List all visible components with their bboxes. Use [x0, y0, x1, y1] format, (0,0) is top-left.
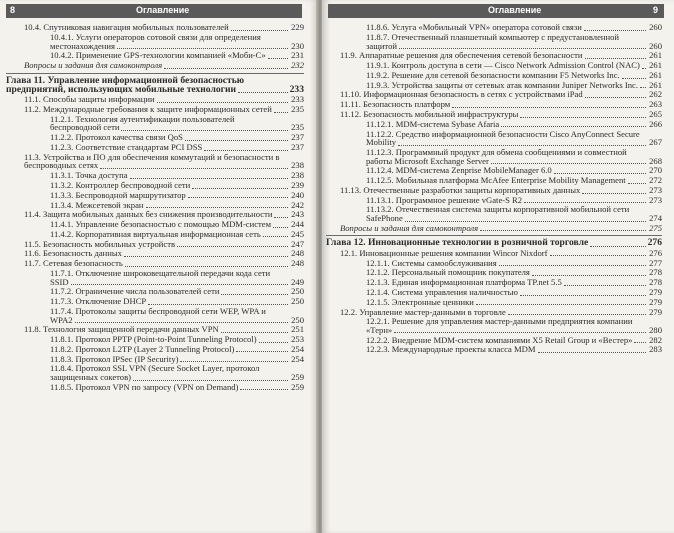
- toc-entry[interactable]: [50, 191, 304, 200]
- toc-page-number: 235: [291, 122, 304, 133]
- toc-page-number: 233: [291, 94, 304, 105]
- toc-page-number: 243: [291, 209, 304, 220]
- toc-entry[interactable]: [50, 364, 304, 381]
- toc-page-number: 233: [289, 83, 304, 95]
- toc-entry[interactable]: [366, 166, 662, 175]
- toc-page-number: 251: [291, 324, 304, 335]
- dot-leader: [100, 168, 288, 169]
- toc-entry-title: 11.12.3. Программный продукт для обмена сообщениями и совместной работы Microsoft Exchange Server: [366, 146, 627, 166]
- dot-leader: [188, 197, 288, 198]
- toc-entry-title: 11.13. Отечественные разработки защиты корпоративных данных: [340, 184, 581, 195]
- toc-entry[interactable]: [50, 115, 304, 132]
- toc-chapter[interactable]: [326, 238, 662, 247]
- toc-page-number: 273: [649, 184, 662, 195]
- toc-entry-title: 12.2.1. Решение для управления мастер-данными предприятия компании «Терн»: [366, 316, 633, 335]
- dot-leader: [585, 58, 646, 59]
- left-page: [0, 0, 318, 533]
- toc-entry-title: 11.8.3. Протокол IPSec (IP Security): [50, 353, 179, 364]
- toc-page-number: 248: [291, 258, 304, 269]
- toc-entry[interactable]: [366, 176, 662, 185]
- dot-leader: [268, 58, 288, 59]
- dot-leader: [520, 295, 646, 296]
- toc-page-number: 254: [291, 353, 304, 364]
- toc-page-number: 253: [291, 334, 304, 345]
- toc-entry[interactable]: [50, 171, 304, 180]
- toc-page-number: 261: [649, 60, 662, 71]
- toc-page-number: 275: [649, 222, 662, 233]
- toc-entry-title: 11.8.4. Протокол SSL VPN (Secure Socket Layer, протокол защищенных сокетов): [50, 363, 260, 383]
- toc-page-number: 278: [649, 267, 662, 278]
- toc-entry-title: 12.1.1. Системы самообслуживания: [366, 257, 497, 268]
- toc-entry-title: 11.1. Способы защиты информации: [24, 94, 155, 105]
- toc-entry-title: Вопросы и задания для самоконтроля: [340, 222, 479, 233]
- dot-leader: [499, 265, 646, 266]
- dot-leader: [622, 78, 646, 79]
- dot-leader: [554, 173, 646, 174]
- dot-leader: [157, 102, 288, 103]
- toc-page-number: 278: [649, 277, 662, 288]
- dot-leader: [405, 221, 646, 222]
- dot-leader: [273, 227, 288, 228]
- dot-leader: [263, 236, 288, 237]
- toc-page-number: 245: [291, 228, 304, 239]
- toc-entry[interactable]: [366, 278, 662, 287]
- dot-leader: [221, 332, 288, 333]
- toc-entry-title: 11.7.2. Ограничение числа пользователей сети: [50, 286, 220, 297]
- toc-page-number: 235: [291, 104, 304, 115]
- toc-page-number: 280: [649, 324, 662, 335]
- toc-entry-title: 11.7.4. Протоколы защиты беспроводной сети WEP, WPA и WPA2: [50, 305, 266, 325]
- dot-leader: [71, 284, 288, 285]
- toc-entry[interactable]: [24, 23, 304, 32]
- dot-leader: [192, 188, 288, 189]
- dot-leader: [121, 130, 288, 131]
- dot-leader: [180, 361, 288, 362]
- toc-entry[interactable]: [50, 269, 304, 286]
- right-toc: [322, 22, 674, 354]
- toc-page-number: 248: [291, 248, 304, 259]
- right-page-title: Оглавление: [488, 5, 542, 15]
- dot-leader: [124, 256, 288, 257]
- toc-entry[interactable]: [366, 317, 662, 334]
- toc-page-number: 250: [291, 286, 304, 297]
- toc-entry-title: 11.7.1. Отключение широковещательной передачи кода сети SSID: [50, 268, 271, 287]
- toc-entry-title: 11.6. Безопасность данных: [24, 248, 122, 259]
- toc-entry[interactable]: [366, 196, 662, 205]
- toc-page-number: 238: [291, 160, 304, 171]
- toc-entry[interactable]: [366, 268, 662, 277]
- toc-entry-title: 11.8.5. Протокол VPN по запросу (VPN on Demand): [50, 381, 239, 392]
- right-page: [322, 0, 674, 533]
- toc-entry-title: 12.1. Инновационные решения компании Wincor Nixdorf: [340, 247, 548, 258]
- toc-entry[interactable]: [50, 307, 304, 324]
- toc-entry[interactable]: [340, 249, 662, 258]
- toc-entry-title: 12.1.3. Единая информационная платформа TP.net 5.5: [366, 277, 562, 288]
- right-page-number: 9: [652, 5, 658, 15]
- toc-page-number: 259: [291, 381, 304, 392]
- dot-leader: [538, 352, 646, 353]
- chapter-divider: [6, 73, 304, 74]
- toc-entry[interactable]: [50, 143, 304, 152]
- toc-entry[interactable]: [366, 336, 662, 345]
- toc-entry-title: 11.11. Безопасность платформ: [340, 99, 451, 110]
- toc-entry[interactable]: [50, 33, 304, 50]
- toc-page-number: 230: [291, 40, 304, 51]
- dot-leader: [133, 380, 288, 381]
- toc-entry[interactable]: [366, 81, 662, 90]
- toc-entry[interactable]: [50, 230, 304, 239]
- toc-entry-title: 11.7.3. Отключение DHCP: [50, 296, 147, 307]
- toc-page-number: 260: [649, 40, 662, 51]
- toc-page-number: 238: [291, 170, 304, 181]
- toc-entry[interactable]: [24, 61, 304, 70]
- toc-entry-title: 11.4. Защита мобильных данных без снижения производительности: [24, 209, 273, 220]
- toc-entry[interactable]: [24, 259, 304, 268]
- toc-page-number: 265: [649, 109, 662, 120]
- dot-leader: [236, 351, 288, 352]
- toc-entry[interactable]: [366, 71, 662, 80]
- toc-entry-title: 12.1.2. Персональный помощник покупателя: [366, 267, 530, 278]
- toc-page-number: 240: [291, 189, 304, 200]
- toc-page-number: 239: [291, 179, 304, 190]
- toc-entry-title: 11.3.2. Контроллер беспроводной сети: [50, 179, 191, 190]
- toc-page-number: 242: [291, 199, 304, 210]
- toc-entry[interactable]: [50, 355, 304, 364]
- toc-entry-title: Глава 12. Инновационные технологии в розничной торговле: [326, 237, 589, 249]
- toc-page-number: 259: [291, 372, 304, 383]
- toc-entry[interactable]: [50, 383, 304, 392]
- toc-page-number: 282: [649, 334, 662, 345]
- toc-page-number: 232: [291, 60, 304, 71]
- dot-leader: [398, 145, 646, 146]
- toc-entry[interactable]: [340, 110, 662, 119]
- toc-entry-title: 11.8.2. Протокол L2TP (Layer 2 Tunneling Protocol): [50, 343, 235, 354]
- toc-entry-title: 11.8. Технология защищенной передачи данных VPN: [24, 324, 219, 335]
- toc-entry-title: 12.1.5. Электронные ценники: [366, 296, 474, 307]
- toc-page-number: 254: [291, 343, 304, 354]
- toc-entry[interactable]: [340, 308, 662, 317]
- toc-page-number: 260: [649, 22, 662, 33]
- dot-leader: [532, 275, 646, 276]
- dot-leader: [585, 97, 646, 98]
- toc-entry-title: 11.3.4. Межсетевой экран: [50, 199, 144, 210]
- toc-entry[interactable]: [340, 186, 662, 195]
- toc-page-number: 277: [649, 257, 662, 268]
- toc-entry-title: 11.4.1. Управление безопасностью с помощью MDM-систем: [50, 219, 272, 230]
- toc-entry-title: 11.12. Безопасность мобильной инфраструктуры: [340, 109, 519, 120]
- toc-page-number: 279: [649, 286, 662, 297]
- dot-leader: [628, 183, 646, 184]
- toc-entry[interactable]: [366, 23, 662, 32]
- toc-entry-title: Глава 11. Управление информационной безопасностью предприятий, использующих мобильные технологии: [6, 74, 245, 95]
- dot-leader: [259, 342, 288, 343]
- toc-entry[interactable]: [366, 33, 662, 50]
- toc-entry[interactable]: [366, 120, 662, 129]
- dot-leader: [125, 266, 288, 267]
- dot-leader: [582, 193, 646, 194]
- toc-page-number: 273: [649, 194, 662, 205]
- toc-page-number: 266: [649, 118, 662, 129]
- toc-entry[interactable]: [50, 345, 304, 354]
- toc-entry-title: 11.8.1. Протокол PPTP (Point-to-Point Tunneling Protocol): [50, 334, 257, 345]
- toc-entry[interactable]: [366, 298, 662, 307]
- toc-entry[interactable]: [50, 133, 304, 142]
- dot-leader: [146, 207, 288, 208]
- dot-leader: [520, 117, 646, 118]
- dot-leader: [634, 342, 646, 343]
- toc-page-number: 274: [649, 213, 662, 224]
- toc-entry[interactable]: [50, 335, 304, 344]
- toc-page-number: 244: [291, 219, 304, 230]
- toc-page-number: 247: [291, 238, 304, 249]
- toc-page-number: 237: [291, 132, 304, 143]
- toc-entry[interactable]: [366, 61, 662, 70]
- toc-entry-title: 11.12.1. MDM-система Sybase Afaria: [366, 118, 500, 129]
- dot-leader: [584, 30, 646, 31]
- dot-leader: [480, 230, 646, 231]
- dot-leader: [117, 48, 288, 49]
- left-page-header: [6, 4, 302, 18]
- toc-entry-title: 11.8.7. Отечественный планшетный компьютер с предустановленной защитой: [366, 31, 619, 51]
- toc-entry[interactable]: [366, 205, 662, 222]
- toc-entry-title: 11.12.2. Средство информационной безопасности Cisco AnyConnect Secure Mobility: [366, 128, 640, 148]
- toc-entry[interactable]: [24, 153, 304, 170]
- toc-page-number: 237: [291, 142, 304, 153]
- left-page-title: Оглавление: [136, 5, 190, 15]
- dot-leader: [640, 87, 646, 88]
- toc-entry-title: 11.5. Безопасность мобильных устройств: [24, 238, 176, 249]
- dot-leader: [164, 68, 288, 69]
- toc-entry[interactable]: [24, 240, 304, 249]
- dot-leader: [75, 322, 288, 323]
- dot-leader: [130, 178, 288, 179]
- toc-page-number: 267: [649, 137, 662, 148]
- toc-page-number: 250: [291, 314, 304, 325]
- toc-page-number: 261: [649, 79, 662, 90]
- toc-page-number: 249: [291, 276, 304, 287]
- toc-page-number: 276: [647, 237, 662, 249]
- toc-page-number: 250: [291, 296, 304, 307]
- left-toc: [0, 22, 318, 391]
- dot-leader: [394, 332, 646, 333]
- toc-entry-title: 11.10. Информационная безопасность в сетях с устройствами iPad: [340, 89, 583, 100]
- dot-leader: [564, 285, 646, 286]
- dot-leader: [524, 202, 646, 203]
- toc-entry-title: 11.12.4. MDM-система Zenprise MobileManager 6.0: [366, 165, 552, 176]
- dot-leader: [550, 255, 646, 256]
- dot-leader: [590, 246, 646, 247]
- toc-entry-title: 10.4. Спутниковая навигация мобильных пользователей: [24, 22, 229, 33]
- dot-leader: [185, 140, 288, 141]
- toc-entry-title: 10.4.2. Применение GPS-технологии компанией «Моби-С»: [50, 50, 266, 61]
- toc-entry[interactable]: [24, 210, 304, 219]
- dot-leader: [491, 163, 646, 164]
- toc-entry[interactable]: [340, 90, 662, 99]
- dot-leader: [238, 92, 288, 93]
- toc-entry-title: 12.2.3. Международные проекты класса MDM: [366, 344, 536, 355]
- toc-entry-title: 11.2.1. Технология аутентификации пользователей беспроводной сети: [50, 113, 235, 133]
- dot-leader: [508, 314, 646, 315]
- toc-page-number: 261: [649, 50, 662, 61]
- toc-page-number: 276: [649, 247, 662, 258]
- toc-entry-title: 11.9.2. Решение для сетевой безопасности компании F5 Networks Inc.: [366, 69, 620, 80]
- toc-page-number: 268: [649, 155, 662, 166]
- dot-leader: [148, 304, 288, 305]
- toc-entry[interactable]: [50, 181, 304, 190]
- toc-entry[interactable]: [24, 325, 304, 334]
- toc-entry-title: 11.2.3. Соответствие стандартам PCI DSS: [50, 142, 203, 153]
- dot-leader: [399, 48, 646, 49]
- dot-leader: [204, 150, 288, 151]
- toc-entry[interactable]: [50, 297, 304, 306]
- toc-entry-title: 12.2. Управление мастер-данными в торговле: [340, 306, 506, 317]
- toc-entry[interactable]: [50, 201, 304, 210]
- toc-page-number: 279: [649, 306, 662, 317]
- toc-page-number: 262: [649, 89, 662, 100]
- toc-page-number: 231: [291, 50, 304, 61]
- chapter-divider: [326, 235, 662, 236]
- toc-entry-title: 11.13.2. Отечественная система защиты корпоративной мобильной сети SafePhone: [366, 204, 630, 224]
- toc-entry-title: 12.2.2. Внедрение MDM-систем компаниями X5 Retail Group и «Вестер»: [366, 334, 633, 345]
- toc-entry[interactable]: [340, 224, 662, 233]
- dot-leader: [642, 68, 646, 69]
- toc-entry-title: 11.8.6. Услуга «Мобильный VPN» оператора сотовой связи: [366, 22, 582, 33]
- toc-page-number: 263: [649, 99, 662, 110]
- toc-entry-title: 11.4.2. Корпоративная виртуальная информационная сеть: [50, 228, 261, 239]
- toc-page-number: 261: [649, 69, 662, 80]
- dot-leader: [501, 126, 646, 127]
- toc-page-number: 283: [649, 344, 662, 355]
- toc-entry-title: 11.12.5. Мобильная платформа McAfee Enterprise Mobility Management: [366, 175, 626, 186]
- toc-entry-title: 11.3.3. Беспроводной маршрутизатор: [50, 189, 186, 200]
- right-page-header: [328, 4, 664, 18]
- toc-entry[interactable]: [24, 105, 304, 114]
- toc-entry-title: 11.2.2. Протокол качества связи QoS: [50, 132, 183, 143]
- toc-page-number: 279: [649, 296, 662, 307]
- toc-entry[interactable]: [366, 130, 662, 147]
- toc-entry[interactable]: [366, 259, 662, 268]
- toc-entry[interactable]: [340, 51, 662, 60]
- toc-entry[interactable]: [50, 287, 304, 296]
- toc-chapter[interactable]: [6, 76, 304, 94]
- dot-leader: [476, 304, 646, 305]
- toc-entry-title: 11.3. Устройства и ПО для обеспечения коммутаций и безопасности в беспроводных сетях: [24, 151, 280, 171]
- toc-entry-title: 11.9.3. Устройства защиты от сетевых атак компании Juniper Networks Inc.: [366, 79, 639, 90]
- dot-leader: [231, 30, 288, 31]
- toc-entry-title: Вопросы и задания для самоконтроля: [24, 60, 163, 71]
- dot-leader: [221, 294, 288, 295]
- toc-entry-title: 11.9. Аппаратные решения для обеспечения сетевой безопасности: [340, 50, 583, 61]
- toc-page-number: 272: [649, 175, 662, 186]
- toc-entry[interactable]: [50, 51, 304, 60]
- toc-entry-title: 11.9.1. Контроль доступа в сети — Cisco Network Admission Control (NAC): [366, 60, 640, 71]
- toc-entry[interactable]: [24, 95, 304, 104]
- dot-leader: [452, 107, 646, 108]
- toc-entry-title: 12.1.4. Система управления наличностью: [366, 286, 518, 297]
- toc-entry[interactable]: [366, 148, 662, 165]
- toc-entry[interactable]: [24, 249, 304, 258]
- toc-entry[interactable]: [366, 288, 662, 297]
- toc-entry-title: 11.7. Сетевая безопасность: [24, 258, 123, 269]
- toc-entry-title: 11.2. Международные требования к защите информационных сетей: [24, 104, 272, 115]
- dot-leader: [177, 246, 288, 247]
- dot-leader: [240, 389, 288, 390]
- left-page-number: 8: [10, 5, 16, 15]
- dot-leader: [274, 217, 288, 218]
- toc-entry[interactable]: [340, 100, 662, 109]
- toc-entry[interactable]: [50, 220, 304, 229]
- toc-page-number: 270: [649, 165, 662, 176]
- toc-entry-title: 11.3.1. Точка доступа: [50, 170, 128, 181]
- toc-page-number: 229: [291, 22, 304, 33]
- toc-entry[interactable]: [366, 345, 662, 354]
- toc-entry-title: 10.4.1. Услуги операторов сотовой связи для определения местонахождения: [50, 31, 261, 51]
- dot-leader: [274, 112, 288, 113]
- toc-entry-title: 11.13.1. Программное решение vGate-S R2: [366, 194, 523, 205]
